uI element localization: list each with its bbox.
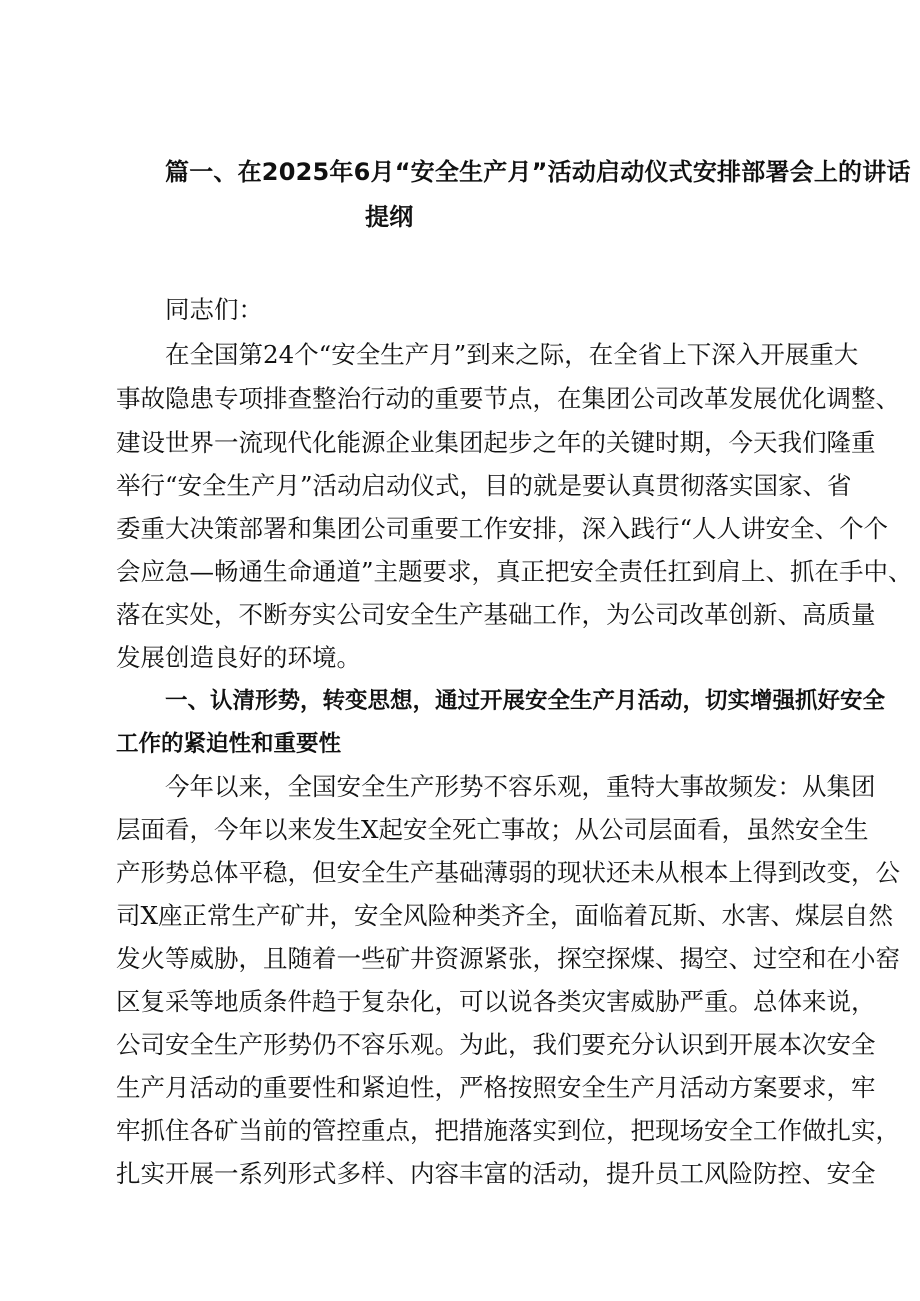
paragraph-1-line: 建设世界一流现代化能源企业集团起步之年的关键时期，今天我们隆重 <box>116 428 876 457</box>
paragraph-1-line: 发展创造良好的环境。 <box>116 643 361 672</box>
salutation: 同志们： <box>165 295 263 324</box>
paragraph-1-line: 委重大决策部署和集团公司重要工作安排，深入践行“人人讲安全、个个 <box>116 514 889 543</box>
paragraph-2-line: 公司安全生产形势仍不容乐观。为此，我们要充分认识到开展本次安全 <box>116 1030 876 1059</box>
paragraph-2-line: 发火等威胁，且随着一些矿井资源紧张，探空探煤、揭空、过空和在小窑 <box>116 944 900 973</box>
paragraph-2-line: 司X座正常生产矿井，安全风险种类齐全，面临着瓦斯、水害、煤层自然 <box>116 901 893 930</box>
paragraph-1-line: 落在实处，不断夯实公司安全生产基础工作，为公司改革创新、高质量 <box>116 600 876 629</box>
paragraph-1-line: 在全国第24个“安全生产月”到来之际，在全省上下深入开展重大 <box>165 340 859 369</box>
paragraph-2-line: 层面看，今年以来发生X起安全死亡事故；从公司层面看，虽然安全生 <box>116 815 869 844</box>
paragraph-2-line: 生产月活动的重要性和紧迫性，严格按照安全生产月活动方案要求，牢 <box>116 1073 876 1102</box>
paragraph-1-line: 举行“安全生产月”活动启动仪式，目的就是要认真贯彻落实国家、省 <box>116 471 852 500</box>
document-title-line-1: 篇一、在2025年6月“安全生产月”活动启动仪式安排部署会上的讲话 <box>165 158 911 186</box>
section-heading-line: 工作的紧迫性和重要性 <box>116 731 342 757</box>
paragraph-2-line: 扎实开展一系列形式多样、内容丰富的活动，提升员工风险防控、安全 <box>116 1159 876 1188</box>
paragraph-2-line: 产形势总体平稳，但安全生产基础薄弱的现状还未从根本上得到改变，公 <box>116 858 900 887</box>
paragraph-2-line: 今年以来，全国安全生产形势不容乐观，重特大事故频发：从集团 <box>165 772 876 801</box>
paragraph-2-line: 牢抓住各矿当前的管控重点，把措施落实到位，把现场安全工作做扎实， <box>116 1116 900 1145</box>
section-heading-line: 一、认清形势，转变思想，通过开展安全生产月活动，切实增强抓好安全 <box>165 688 886 714</box>
paragraph-2-line: 区复采等地质条件趋于复杂化，可以说各类灾害威胁严重。总体来说， <box>116 987 876 1016</box>
paragraph-1-line: 事故隐患专项排查整治行动的重要节点，在集团公司改革发展优化调整、 <box>116 384 900 413</box>
paragraph-1-line: 会应急—畅通生命通道”主题要求，真正把安全责任扛到肩上、抓在手中、 <box>116 557 913 586</box>
document-title-line-2: 提纲 <box>365 203 414 231</box>
